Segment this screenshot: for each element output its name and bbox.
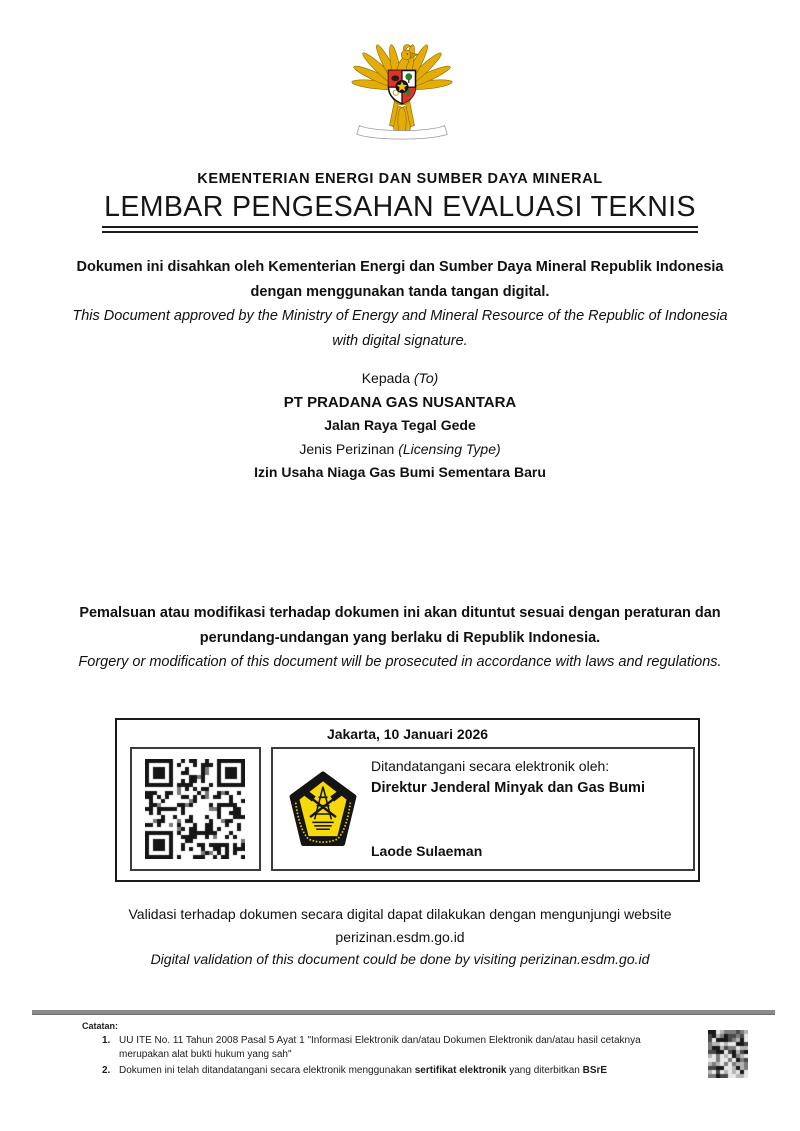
signer-name: Laode Sulaeman — [371, 843, 483, 859]
forgery-warning-indonesian: Pemalsuan atau modifikasi terhadap dokumen ini akan dituntut sesuai dengan peraturan dan perundang-undangan yang berlaku di Republik Indonesia. — [79, 605, 721, 646]
signature-box — [115, 718, 700, 882]
footnote-1-number: 1. — [102, 1035, 111, 1046]
company-address: Jalan Raya Tegal Gede — [324, 417, 476, 433]
place-and-date: Jakarta, 10 Januari 2026 — [326, 726, 489, 742]
footer-divider — [32, 1010, 775, 1015]
signer-panel — [271, 747, 695, 871]
footnote-2-bold2: BSrE — [582, 1065, 608, 1076]
qr-code — [145, 759, 245, 859]
signer-title: Direktur Jenderal Minyak dan Gas Bumi — [371, 780, 645, 796]
qr-code-panel — [130, 747, 261, 871]
licensing-label: Jenis Perizinan — [299, 440, 395, 457]
ministry-name: KEMENTERIAN ENERGI DAN SUMBER DAYA MINERAL — [197, 171, 603, 187]
validation-english: Digital validation of this document could be done by visiting perizinan.esdm.go.id — [150, 951, 650, 967]
licensing-label-line — [70, 438, 730, 462]
footnote-2-pre: Dokumen ini telah ditandatangani secara elektronik menggunakan — [119, 1065, 415, 1076]
licensing-type: Izin Usaha Niaga Gas Bumi Sementara Baru — [254, 464, 546, 480]
intro-english: This Document approved by the Ministry of Energy and Mineral Resource of the Republic of Indonesia with digital signature. — [72, 308, 728, 349]
validation-indonesian: Validasi terhadap dokumen secara digital dapat dilakukan dengan mengunjungi website perizinan.esdm.go.id — [128, 906, 672, 945]
garuda-pancasila-emblem — [350, 22, 454, 148]
footnote-2 — [102, 1064, 665, 1078]
forgery-warning-english: Forgery or modification of this document will be prosecuted in accordance with laws and regulations. — [78, 654, 722, 670]
licensing-label-en: (Licensing Type) — [398, 440, 501, 457]
pancasila-shield — [388, 70, 415, 103]
recipient-block — [70, 367, 730, 485]
footnote-2-bold1: sertifikat elektronik — [414, 1065, 507, 1076]
esdm-ministry-seal — [285, 765, 361, 857]
kepada-label-en: (To) — [413, 370, 439, 386]
title-row — [0, 191, 800, 233]
footnote-2-number: 2. — [102, 1065, 111, 1076]
footnote-1 — [102, 1034, 665, 1061]
footnote-2-mid: yang diterbitkan — [506, 1065, 583, 1076]
company-name: PT PRADANA GAS NUSANTARA — [283, 393, 517, 411]
footnotes-label: Catatan: — [82, 1021, 119, 1031]
intro-indonesian: Dokumen ini disahkan oleh Kementerian Energi dan Sumber Daya Mineral Republik Indonesia dengan menggunakan tanda tangan digital. — [76, 259, 724, 300]
qr-code-small — [708, 1030, 748, 1078]
footnote-1-text: UU ITE No. 11 Tahun 2008 Pasal 5 Ayat 1 "Informasi Elektronik dan/atau Dokumen Elektronik dan/atau hasil cetaknya merupakan alat bukti hukum yang sah" — [119, 1035, 641, 1060]
footnotes-list — [102, 1034, 665, 1078]
kepada-label: Kepada — [361, 370, 410, 386]
document-title: LEMBAR PENGESAHAN EVALUASI TEKNIS — [102, 191, 698, 233]
kepada-line — [70, 367, 730, 391]
footnote-2-text — [119, 1064, 607, 1078]
signed-electronically-label: Ditandatangani secara elektronik oleh: — [371, 758, 610, 774]
